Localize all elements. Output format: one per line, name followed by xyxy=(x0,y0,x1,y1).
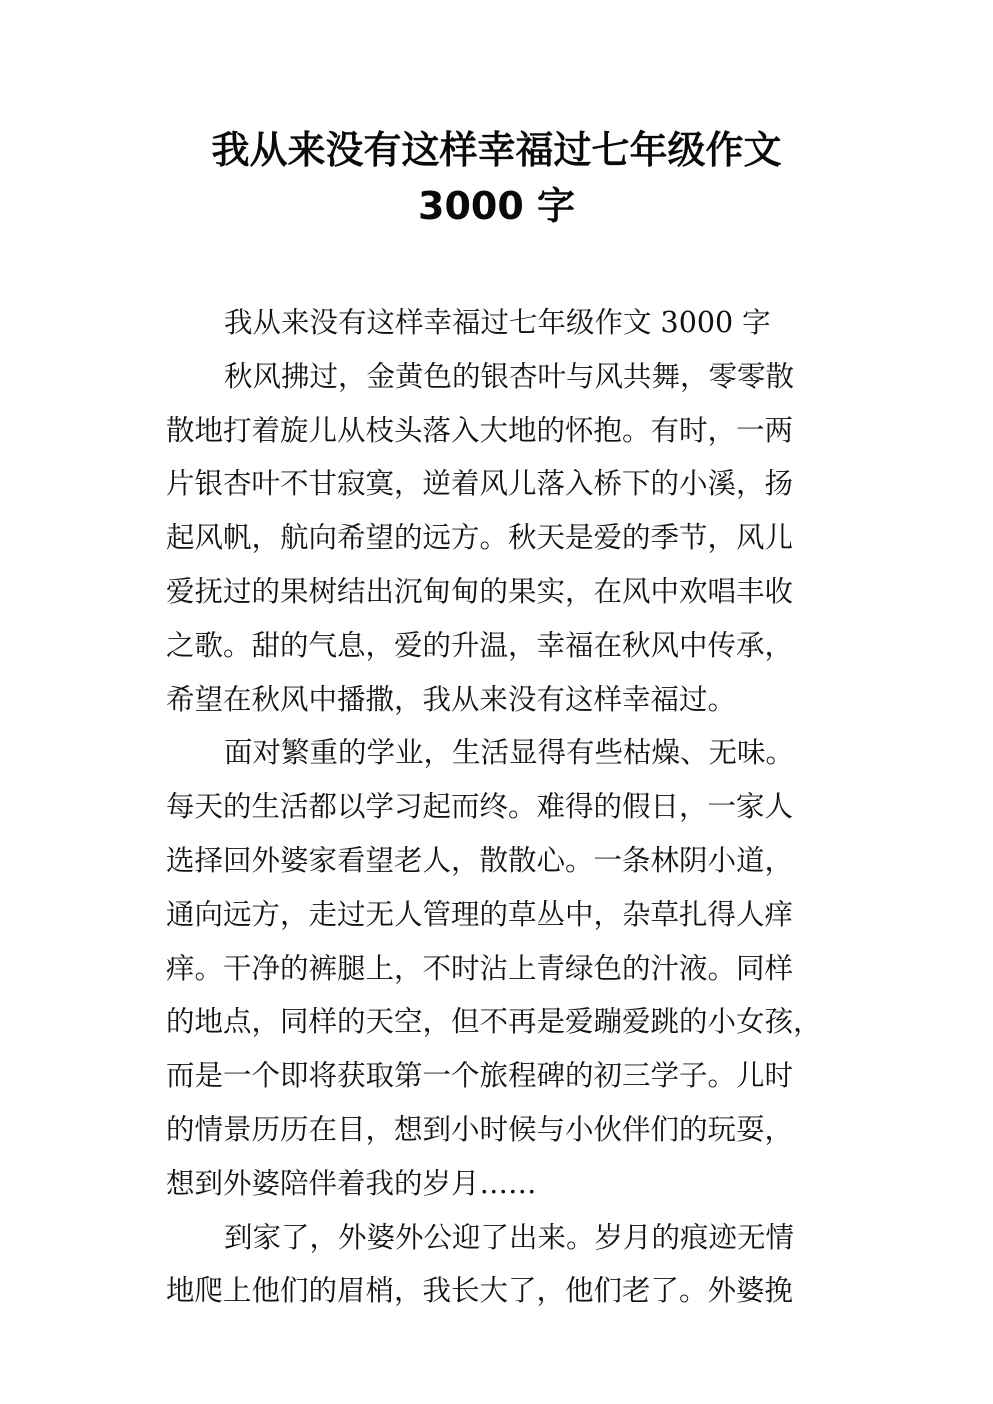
paragraph-line: 痒。干净的裤腿上，不时沾上青绿色的汁液。同样 xyxy=(166,951,794,985)
paragraph-line: 希望在秋风中播撒，我从来没有这样幸福过。 xyxy=(166,682,737,716)
paragraph-line: 选择回外婆家看望老人，散散心。一条林阴小道， xyxy=(166,843,794,877)
paragraph-line: 起风帆，航向希望的远方。秋天是爱的季节，风儿 xyxy=(166,521,794,555)
paragraph-line: 每天的生活都以学习起而终。难得的假日，一家人 xyxy=(166,790,794,824)
paragraph-line: 秋风拂过，金黄色的银杏叶与风共舞，零零散 xyxy=(224,359,795,393)
subtitle-paragraph xyxy=(166,296,838,350)
paragraph-line: 的情景历历在目，想到小时候与小伙伴们的玩耍， xyxy=(166,1112,794,1146)
title-line-2: 3000 字 xyxy=(418,184,575,228)
paragraph-line: 想到外婆陪伴着我的岁月…… xyxy=(166,1166,537,1200)
title-line-1: 我从来没有这样幸福过七年级作文 xyxy=(211,128,782,172)
subtitle-line: 我从来没有这样幸福过七年级作文 3000 字 xyxy=(224,306,771,339)
paragraph-1 xyxy=(166,350,838,727)
paragraph-line: 地爬上他们的眉梢，我长大了，他们老了。外婆挽 xyxy=(166,1274,794,1308)
paragraph-line: 片银杏叶不甘寂寞，逆着风儿落入桥下的小溪，扬 xyxy=(166,467,794,501)
document-body xyxy=(166,296,838,1318)
paragraph-line: 而是一个即将获取第一个旅程碑的初三学子。儿时 xyxy=(166,1059,794,1093)
paragraph-line: 通向远方，走过无人管理的草丛中，杂草扎得人痒 xyxy=(166,897,794,931)
paragraph-line: 爱抚过的果树结出沉甸甸的果实，在风中欢唱丰收 xyxy=(166,574,794,608)
paragraph-2 xyxy=(166,726,838,1210)
document-title xyxy=(0,122,993,234)
paragraph-line: 之歌。甜的气息，爱的升温，幸福在秋风中传承， xyxy=(166,628,794,662)
paragraph-line: 的地点，同样的天空，但不再是爱蹦爱跳的小女孩， xyxy=(166,1005,822,1039)
paragraph-line: 面对繁重的学业，生活显得有些枯燥、无味。 xyxy=(224,736,795,770)
paragraph-line: 到家了，外婆外公迎了出来。岁月的痕迹无情 xyxy=(224,1220,795,1254)
paragraph-3 xyxy=(166,1211,838,1319)
paragraph-line: 散地打着旋儿从枝头落入大地的怀抱。有时，一两 xyxy=(166,413,794,447)
